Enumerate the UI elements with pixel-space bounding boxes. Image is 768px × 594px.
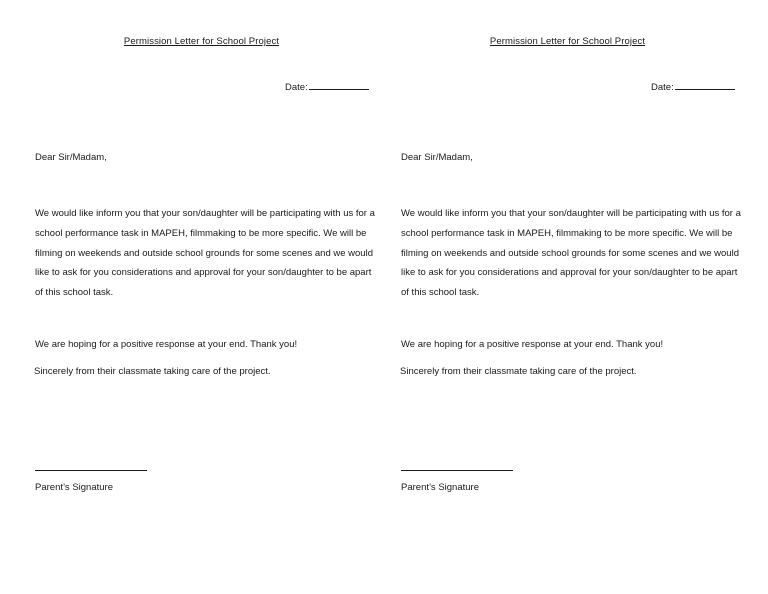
date-field bbox=[285, 80, 369, 93]
closing-hope: We are hoping for a positive response at your end. Thank you! bbox=[35, 339, 298, 350]
permission-letter-right bbox=[401, 0, 751, 594]
letter-body: We would like inform you that your son/daughter will be participating with us for a school performance task in MAPEH, filmmaking to be more specific. We will be filming on weekends and outside school grounds for some scenes and we would like to ask for you considerations and approval for your son/daughter to be apart of this school task. bbox=[401, 208, 741, 299]
closing-hope: We are hoping for a positive response at your end. Thank you! bbox=[401, 339, 664, 350]
signature-label: Parent’s Signature bbox=[401, 482, 479, 493]
date-blank-line bbox=[309, 80, 369, 90]
date-label: Date: bbox=[285, 82, 308, 93]
letter-title: Permission Letter for School Project bbox=[489, 36, 646, 47]
signature-line bbox=[35, 470, 147, 471]
letter-title: Permission Letter for School Project bbox=[123, 36, 280, 47]
permission-letter-left bbox=[35, 0, 385, 594]
signature-label: Parent’s Signature bbox=[35, 482, 113, 493]
date-label: Date: bbox=[651, 82, 674, 93]
date-field bbox=[651, 80, 735, 93]
date-blank-line bbox=[675, 80, 735, 90]
closing-sincerely: Sincerely from their classmate taking care of the project. bbox=[34, 366, 271, 377]
letter-body: We would like inform you that your son/daughter will be participating with us for a school performance task in MAPEH, filmmaking to be more specific. We will be filming on weekends and outside school grounds for some scenes and we would like to ask for you considerations and approval for your son/daughter to be apart of this school task. bbox=[35, 208, 375, 299]
salutation: Dear Sir/Madam, bbox=[401, 152, 473, 163]
salutation: Dear Sir/Madam, bbox=[35, 152, 107, 163]
closing-sincerely: Sincerely from their classmate taking care of the project. bbox=[400, 366, 637, 377]
signature-line bbox=[401, 470, 513, 471]
